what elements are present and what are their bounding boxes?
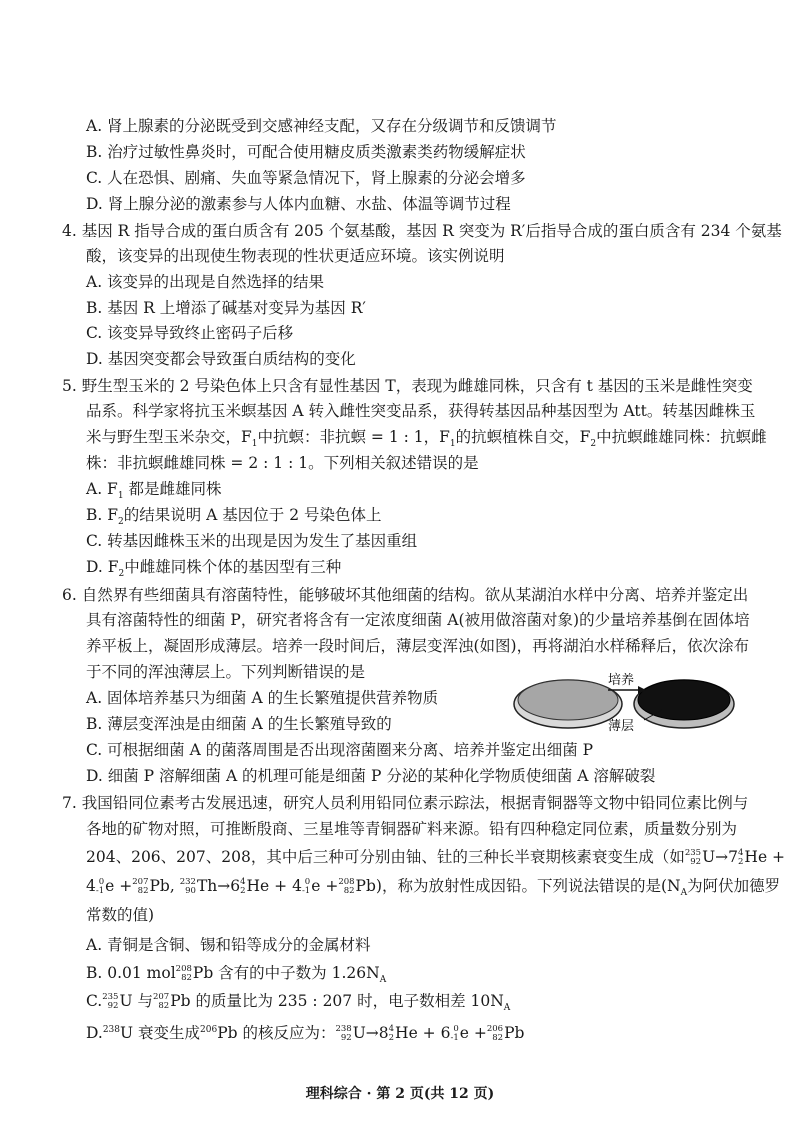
- q6-option-a: A. 固体培养基只为细菌 A 的生长繁殖提供营养物质: [86, 689, 439, 707]
- q7-option-a: A. 青铜是含铜、锡和铅等成分的金属材料: [86, 936, 371, 954]
- culture-label: 培养: [608, 673, 635, 688]
- q6-option-d: D. 细菌 P 溶解细菌 A 的机理可能是细菌 P 分泌的某种化学物质使细菌 A 溶解破裂: [86, 767, 656, 785]
- q4-option-c: C. 该变异导致终止密码子后移: [86, 324, 294, 342]
- q5-option-c: C. 转基因雌株玉米的出现是因为发生了基因重组: [86, 532, 418, 550]
- q7-stem-line4: 4 0 -1 e + 207 82 Pb, 232 90 Th→6 4 2 He + 4 0 -1 e + 208 82 Pb)，称为放射性成因铅。下列说法错误的是($N_A$为阿伏加德罗: [86, 877, 781, 899]
- q3-option-a: A. 肾上腺素的分泌既受到交感神经支配，又存在分级调节和反馈调节: [86, 117, 557, 135]
- culture-dish-svg: [512, 668, 736, 734]
- q3-option-c: C. 人在恐惧、剧痛、失血等紧急情况下，肾上腺素的分泌会增多: [86, 169, 526, 187]
- q7-option-d: D.$^{238}$U 衰变生成$^{206}$Pb 的核反应为： 238 92 U→8 4 2 He + 6 0 -1 e + 206 82 Pb: [86, 1024, 525, 1044]
- q7-stem-line2: 各地的矿物对照，可推断殷商、三星堆等青铜器矿料来源。铅有四种稳定同位素，质量数分别为: [86, 820, 738, 838]
- q5-stem-line1: 5. 野生型玉米的 2 号染色体上只含有显性基因 T，表现为雌雄同株，只含有 t 基因的玉米是雌性突变: [62, 377, 753, 395]
- q5-stem-line2: 品系。科学家将抗玉米螟基因 A 转入雌性突变品系，获得转基因品种基因型为 Att。转基因雌株玉: [86, 402, 756, 420]
- q7-option-c: C. 235 92 U 与 207 82 Pb 的质量比为 235 : 207 时，电子数相差 $10N_A$: [86, 992, 511, 1014]
- q5-stem-line3: 米与野生型玉米杂交，$F_1$中抗螟：非抗螟 = 1 : 1，$F_1$的抗螟植株自交，$F_2$中抗螟雌雄同株：抗螟雌: [86, 428, 767, 450]
- q5-stem-line4: 株：非抗螟雌雄同株 = 2 : 1 : 1。下列相关叙述错误的是: [86, 454, 479, 472]
- q3-option-b: B. 治疗过敏性鼻炎时，可配合使用糖皮质类激素类药物缓解症状: [86, 143, 526, 161]
- q4-option-b: B. 基因 R 上增添了碱基对变异为基因 R′: [86, 299, 366, 317]
- turbid-dish-layer: [638, 680, 730, 720]
- layer-label: 薄层: [608, 719, 635, 734]
- q4-option-a: A. 该变异的出现是自然选择的结果: [86, 273, 325, 291]
- q6-stem-line1: 6. 自然界有些细菌具有溶菌特性，能够破坏其他细菌的结构。欲从某湖泊水样中分离、培养并鉴定出: [62, 586, 749, 604]
- q6-option-c: C. 可根据细菌 A 的菌落周围是否出现溶菌圈来分离、培养并鉴定出细菌 P: [86, 741, 594, 759]
- page-footer: 理科综合 · 第 2 页(共 12 页): [305, 1086, 495, 1102]
- q4-stem-line2: 酸，该变异的出现使生物表现的性状更适应环境。该实例说明: [86, 247, 505, 265]
- culture-dish-figure: [512, 668, 736, 734]
- q5-option-d: D. $F_2$中雌雄同株个体的基因型有三种: [86, 558, 342, 580]
- clear-dish-layer: [518, 680, 618, 720]
- q5-option-a: A. $F_1$ 都是雌雄同株: [86, 480, 222, 502]
- q7-stem-line5: 常数的值): [86, 906, 155, 924]
- q4-stem-line1: 4. 基因 R 指导合成的蛋白质含有 205 个氨基酸，基因 R 突变为 R′后指导合成的蛋白质含有 234 个氨基: [62, 222, 782, 240]
- q7-stem-line3: 204、206、207、208，其中后三种可分别由铀、钍的三种长半衰期核素衰变生成（如 235 92 U→7 4 2 He +: [86, 848, 786, 867]
- q6-stem-line2: 具有溶菌特性的细菌 P，研究者将含有一定浓度细菌 A(被用做溶菌对象)的少量培养基倒在固体培: [86, 611, 750, 629]
- q5-option-b: B. $F_2$的结果说明 A 基因位于 2 号染色体上: [86, 506, 382, 528]
- q7-option-b: B. 0.01 mol 208 82 Pb 含有的中子数为 $1.26N_A$: [86, 964, 387, 986]
- q7-stem-line1: 7. 我国铅同位素考古发展迅速，研究人员利用铅同位素示踪法，根据青铜器等文物中铅同位素比例与: [62, 794, 749, 812]
- q6-option-b: B. 薄层变浑浊是由细菌 A 的生长繁殖导致的: [86, 715, 392, 733]
- q4-option-d: D. 基因突变都会导致蛋白质结构的变化: [86, 350, 356, 368]
- q6-stem-line4: 于不同的浑浊薄层上。下列判断错误的是: [86, 663, 366, 681]
- q6-stem-line3: 养平板上，凝固形成薄层。培养一段时间后，薄层变浑浊(如图)，再将湖泊水样稀释后，依次涂布: [86, 637, 750, 655]
- q3-option-d: D. 肾上腺分泌的激素参与人体内血糖、水盐、体温等调节过程: [86, 195, 511, 213]
